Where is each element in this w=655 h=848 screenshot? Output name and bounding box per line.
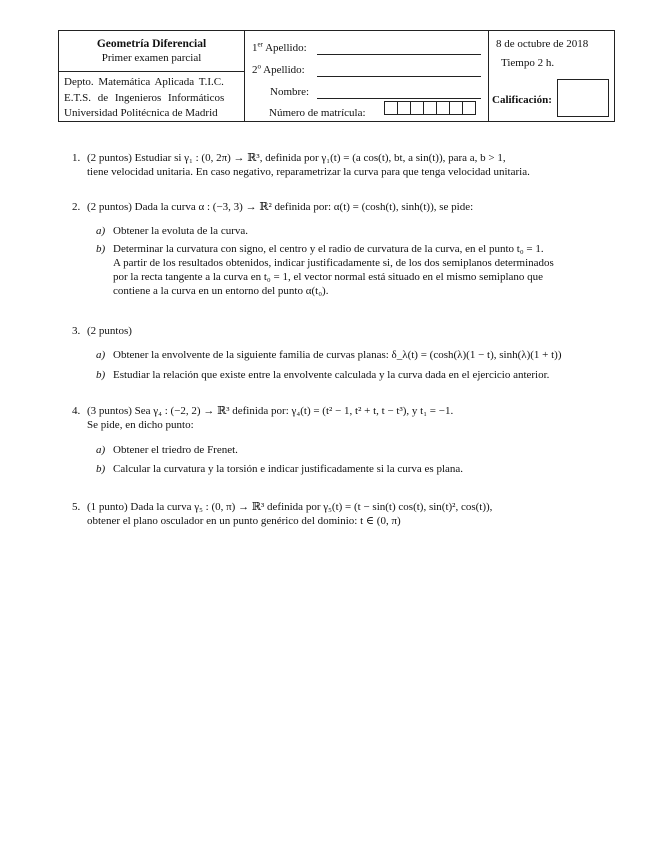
university: Universidad Politécnica de Madrid xyxy=(64,107,218,119)
item-text: Obtener la envolvente de la siguiente familia de curvas planas: δ_λ(t) = (cosh(λ)(1 − t), sinh(λ)(1 + t)) xyxy=(113,349,562,361)
matricula-digit-box[interactable] xyxy=(436,101,450,115)
matricula-digit-box[interactable] xyxy=(449,101,463,115)
department: Depto. Matemática Aplicada T.I.C. xyxy=(64,76,224,88)
apellido1-suffix: er xyxy=(257,40,263,49)
item-text: Obtener el triedro de Frenet. xyxy=(113,444,238,456)
item-text: Estudiar la relación que existe entre la envolvente calculada y la curva dada en el ejercicio anterior. xyxy=(113,369,550,381)
problem-statement: (2 puntos) Estudiar si γ₁ : (0, 2π) → ℝ³, definida por γ₁(t) = (a cos(t), bt, a sin(t)), para a, b > 1, xyxy=(87,152,506,164)
apellido2-number: 2 xyxy=(252,64,258,76)
matricula-digit-box[interactable] xyxy=(384,101,398,115)
exam-name: Primer examen parcial xyxy=(101,52,202,64)
problem-number: 2. xyxy=(72,201,81,213)
matricula-digit-box[interactable] xyxy=(423,101,437,115)
course-title: Geometría Diferencial xyxy=(96,38,207,50)
item-text: Obtener la evoluta de la curva. xyxy=(113,225,248,237)
problem-statement-cont: Se pide, en dicho punto: xyxy=(87,419,194,431)
item-text: Determinar la curvatura con signo, el centro y el radio de curvatura de la curva, en el punto t₀ = 1. xyxy=(113,243,544,255)
item-text: A partir de los resultados obtenidos, indicar justificadamente si, de los dos semiplanos determinados xyxy=(113,257,554,269)
apellido2-field[interactable] xyxy=(317,76,481,77)
item-text: Calcular la curvatura y la torsión e indicar justificadamente si la curva es plana. xyxy=(113,463,464,475)
header-divider xyxy=(59,71,244,72)
grade-box[interactable] xyxy=(557,79,609,117)
apellido1-text: Apellido: xyxy=(265,42,307,54)
apellido2-label xyxy=(252,63,305,77)
item-label: a) xyxy=(96,349,106,361)
apellido1-label xyxy=(252,41,307,55)
item-label: b) xyxy=(96,463,106,475)
problem-statement: (1 punto) Dada la curva γ₅ : (0, π) → ℝ³ definida por γ₅(t) = (t − sin(t) cos(t), sin(t)², cos(t)), xyxy=(87,501,493,513)
item-label: a) xyxy=(96,444,106,456)
matricula-label: Número de matrícula: xyxy=(269,107,366,119)
matricula-digit-box[interactable] xyxy=(410,101,424,115)
problem-number: 4. xyxy=(72,405,81,417)
matricula-boxes[interactable] xyxy=(384,101,475,115)
problem-statement: (3 puntos) Sea γ₄ : (−2, 2) → ℝ³ definida por: γ₄(t) = (t² − 1, t² + t, t − t³), y t₁ = −1. xyxy=(87,405,454,417)
apellido1-field[interactable] xyxy=(317,54,481,55)
problem-number: 1. xyxy=(72,152,81,164)
item-label: a) xyxy=(96,225,106,237)
problem-statement: (2 puntos) Dada la curva α : (−3, 3) → ℝ² definida por: α(t) = (cosh(t), sinh(t)), se pide: xyxy=(87,201,474,213)
problem-statement: (2 puntos) xyxy=(87,325,132,337)
matricula-digit-box[interactable] xyxy=(462,101,476,115)
apellido1-number: 1 xyxy=(252,42,258,54)
exam-header xyxy=(58,30,615,122)
item-text: por la recta tangente a la curva en t₀ = 1, el vector normal está situado en el mismo semiplano que xyxy=(113,271,544,283)
problem-number: 3. xyxy=(72,325,81,337)
header-divider xyxy=(488,31,489,121)
exam-duration: Tiempo 2 h. xyxy=(501,57,555,69)
header-divider xyxy=(244,31,245,121)
problem-statement-cont: obtener el plano osculador en un punto genérico del dominio: t ∈ (0, π) xyxy=(87,515,401,527)
grade-label: Calificación: xyxy=(492,94,552,106)
exam-date: 8 de octubre de 2018 xyxy=(496,38,589,50)
item-text: contiene a la curva en un entorno del punto α(t₀). xyxy=(113,285,329,297)
nombre-field[interactable] xyxy=(317,98,481,99)
apellido2-text: Apellido: xyxy=(263,64,305,76)
apellido2-suffix: o xyxy=(257,62,261,71)
item-label: b) xyxy=(96,243,106,255)
item-label: b) xyxy=(96,369,106,381)
problem-number: 5. xyxy=(72,501,81,513)
matricula-digit-box[interactable] xyxy=(397,101,411,115)
problem-statement-cont: tiene velocidad unitaria. En caso negativo, reparametrizar la curva para que tenga velocidad unitaria. xyxy=(87,166,530,178)
nombre-label: Nombre: xyxy=(270,86,310,98)
school: E.T.S. de Ingenieros Informáticos xyxy=(64,92,225,104)
